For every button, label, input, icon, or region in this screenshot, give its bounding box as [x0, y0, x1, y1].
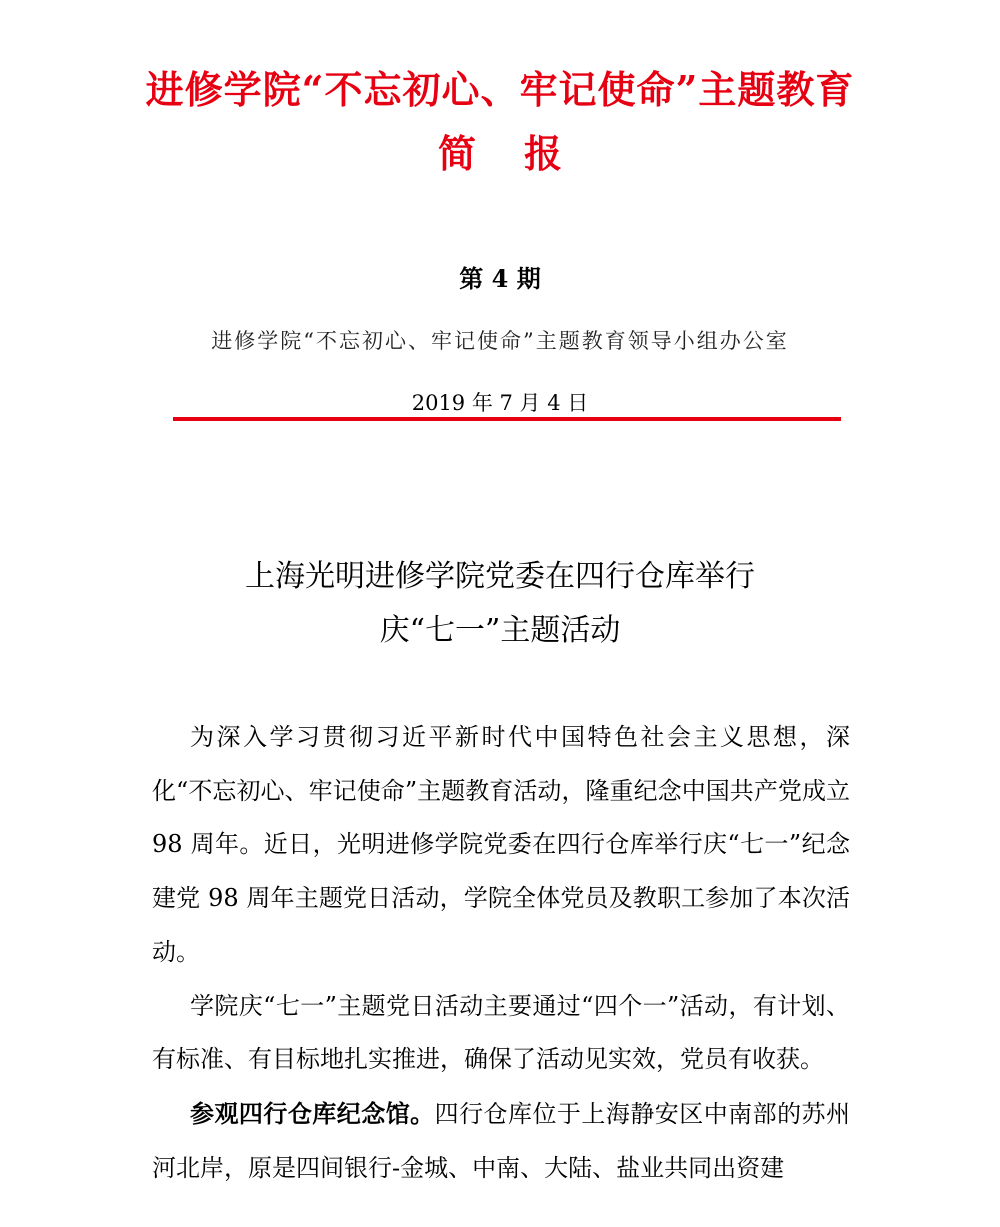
paragraph-1: 为深入学习贯彻习近平新时代中国特色社会主义思想，深化“不忘初心、牢记使命”主题教育活动，隆重纪念中国共产党成立 98 周年。近日，光明进修学院党委在四行仓库举行庆“七一”纪念建党 98 周年主题党日活动，学院全体党员及教职工参加了本次活动。	[152, 723, 850, 966]
issue-date: 2019 年 7 月 4 日	[411, 391, 589, 415]
red-divider	[173, 417, 841, 421]
paragraph-2: 学院庆“七一”主题党日活动主要通过“四个一”活动，有计划、有标准、有目标地扎实推进，确保了活动见实效，党员有收获。	[152, 991, 850, 1074]
article-title-line-1: 上海光明进修学院党委在四行仓库举行	[245, 559, 755, 594]
paragraph-3-lead: 参观四行仓库纪念馆。	[190, 1098, 435, 1128]
bulletin-sub-title: 简报	[437, 131, 610, 176]
issuing-office: 进修学院“不忘初心、牢记使命”主题教育领导小组办公室	[211, 329, 789, 353]
issue-number: 第 4 期	[459, 264, 541, 293]
article-body	[152, 711, 850, 1195]
bulletin-main-title: 进修学院“不忘初心、牢记使命”主题教育	[145, 67, 855, 112]
paragraph-3-text: 四行仓库位于上海静安区中南部的苏州河北岸，原是四间银行-金城、中南、大陆、盐业共同出资建	[152, 1099, 851, 1182]
paragraph-3	[152, 1087, 850, 1195]
article-title-line-2: 庆“七一”主题活动	[379, 613, 621, 648]
